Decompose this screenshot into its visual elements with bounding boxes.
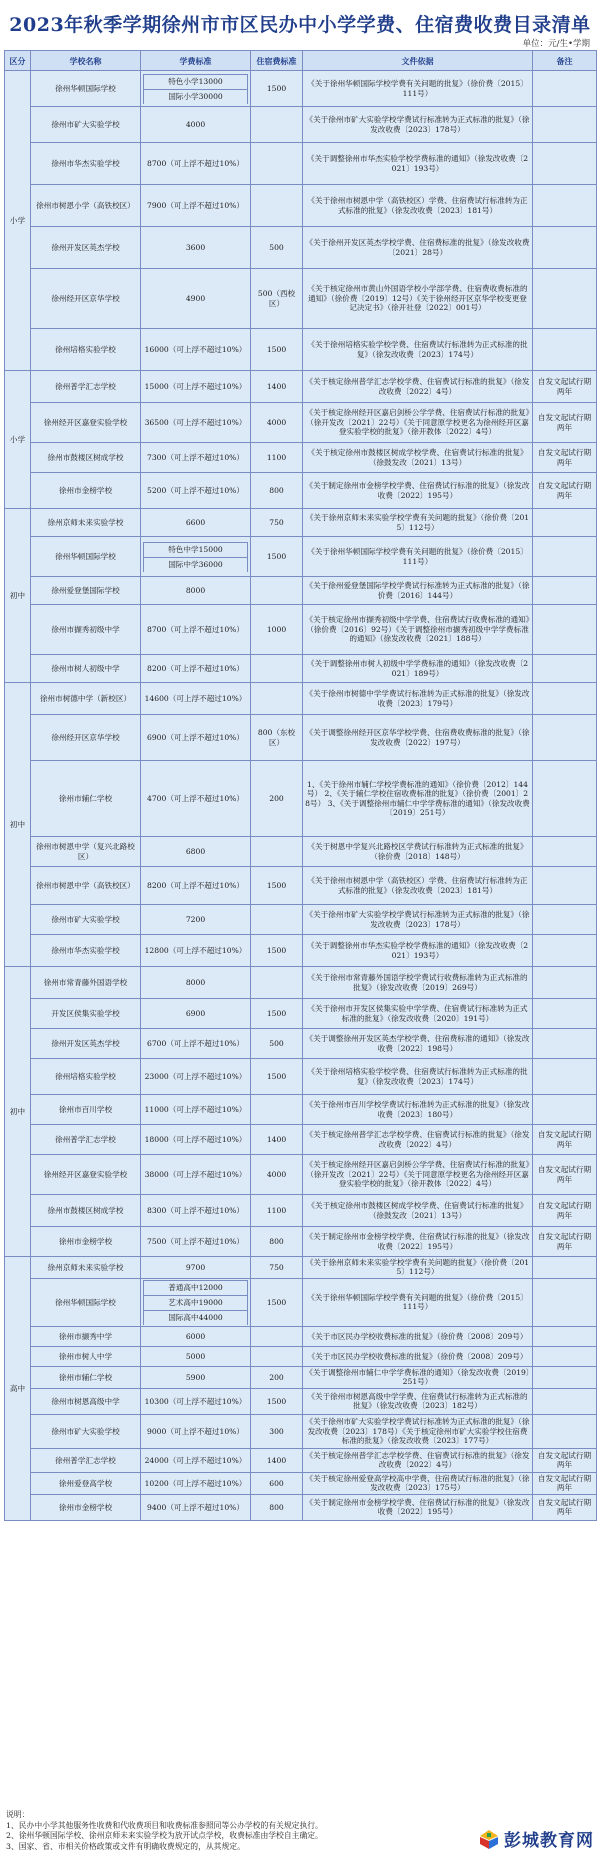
school-name-cell: 徐州市金榜学校 [31, 473, 141, 509]
basis-cell: 《关于核定徐州经开区嘉启剑桥公学学费、住宿费试行标准的批复》（徐开发改〔2021〕22号）《关于同意原学校更名为徐州经开区嘉登实验学校的批复》（徐开教体〔2022〕4号） [303, 403, 533, 443]
school-name-cell: 徐州经开区嘉登实验学校 [31, 1155, 141, 1195]
dorm-fee-cell: 800 [251, 1227, 303, 1257]
dorm-fee-cell: 1000 [251, 605, 303, 655]
dorm-fee-cell: 1500 [251, 1278, 303, 1326]
tuition-cell: 5000 [141, 1346, 251, 1366]
tuition-cell: 4000 [141, 107, 251, 143]
basis-cell: 《关于徐州市树恩高级中学学费、住宿费试行标准转为正式标准的批复》（徐发改收费〔2023〕182号） [303, 1388, 533, 1414]
tuition-cell: 6900（可上浮不超过10%） [141, 715, 251, 761]
note-item: 1、民办中小学其他服务性收费和代收费项目和收费标准参照同等公办学校的有关规定执行。 [6, 1820, 323, 1830]
school-name-cell: 徐州经开区京华学校 [31, 715, 141, 761]
note-cell [533, 761, 597, 837]
dorm-fee-cell: 300 [251, 1414, 303, 1448]
tuition-subrow [144, 542, 248, 557]
category-cell: 高中 [5, 1257, 31, 1521]
dorm-fee-cell [251, 143, 303, 185]
dorm-fee-cell: 1400 [251, 371, 303, 403]
category-cell: 初中 [5, 509, 31, 683]
note-cell [533, 71, 597, 107]
school-name-cell: 徐州开发区英杰学校 [31, 227, 141, 269]
brand-logo [478, 1826, 594, 1851]
school-name-cell: 徐州华顿国际学校 [31, 537, 141, 577]
basis-cell: 《关于核定徐州市鼓楼区树成学校学费、住宿费试行标准的批复》（徐鼓发改〔2021〕13号） [303, 443, 533, 473]
table-row [5, 537, 597, 577]
table-row [5, 107, 597, 143]
dorm-fee-cell [251, 655, 303, 683]
tuition-subrow [144, 1295, 248, 1310]
column-header-note: 备注 [533, 51, 597, 71]
basis-cell: 《关于徐州市树恩中学（高铁校区）学费、住宿费试行标准转为正式标准的批复》（徐发改收费〔2023〕181号） [303, 185, 533, 227]
tuition-cell: 4900 [141, 269, 251, 329]
tuition-cell [141, 537, 251, 577]
school-name-cell: 徐州经开区嘉登实验学校 [31, 403, 141, 443]
column-header-tuition: 学费标准 [141, 51, 251, 71]
tuition-cell: 11000（可上浮不超过10%） [141, 1095, 251, 1125]
tuition-cell: 5200（可上浮不超过10%） [141, 473, 251, 509]
table-row [5, 1366, 597, 1388]
dorm-fee-cell: 1500 [251, 1059, 303, 1095]
table-row [5, 71, 597, 107]
dorm-fee-cell: 200 [251, 761, 303, 837]
basis-cell: 《关于徐州市百川学校学费试行标准转为正式标准的批复》（徐发改收费〔2023〕180号） [303, 1095, 533, 1125]
school-name-cell: 徐州市树人初级中学 [31, 655, 141, 683]
tuition-subrow [144, 89, 248, 104]
tuition-cell: 9000（可上浮不超过10%） [141, 1414, 251, 1448]
basis-cell: 《关于徐州市树德中学学费试行标准转为正式标准的批复》（徐发改收费〔2023〕179号） [303, 683, 533, 715]
school-name-cell: 徐州市撷秀初级中学 [31, 605, 141, 655]
note-cell [533, 269, 597, 329]
table-body [5, 71, 597, 1521]
dorm-fee-cell [251, 683, 303, 715]
basis-cell: 《关于徐州华顿国际学校学费有关问题的批复》（徐价费〔2015〕111号） [303, 537, 533, 577]
table-row [5, 1155, 597, 1195]
category-cell: 初中 [5, 967, 31, 1257]
note-cell [533, 1414, 597, 1448]
note-cell: 自发文起试行期两年 [533, 1125, 597, 1155]
table-row [5, 683, 597, 715]
note-cell [533, 655, 597, 683]
dorm-fee-cell: 750 [251, 509, 303, 537]
dorm-fee-cell: 1500 [251, 329, 303, 371]
tuition-cell [141, 1278, 251, 1326]
category-cell: 小学 [5, 371, 31, 509]
note-item: 2、徐州华顿国际学校、徐州京师未来实验学校为放开试点学校，收费标准由学校自主确定。 [6, 1831, 323, 1841]
school-name-cell: 徐州华顿国际学校 [31, 1278, 141, 1326]
dorm-fee-cell: 1500 [251, 1388, 303, 1414]
note-cell [533, 1278, 597, 1326]
school-name-cell: 徐州市鼓楼区树成学校 [31, 1195, 141, 1227]
table-row [5, 227, 597, 269]
tuition-option: 特色小学13000 [144, 74, 248, 89]
dorm-fee-cell: 1400 [251, 1448, 303, 1472]
school-name-cell: 徐州市矿大实验学校 [31, 905, 141, 935]
tuition-cell: 38000（可上浮不超过10%） [141, 1155, 251, 1195]
school-name-cell: 开发区侯集实验学校 [31, 999, 141, 1029]
dorm-fee-cell: 600 [251, 1472, 303, 1494]
table-row [5, 403, 597, 443]
basis-cell: 《关于徐州市开发区侯集实验中学学费、住宿费试行标准转为正式标准的批复》（徐发改收费〔2020〕191号） [303, 999, 533, 1029]
tuition-cell: 10300（可上浮不超过10%） [141, 1388, 251, 1414]
dorm-fee-cell: 1500 [251, 867, 303, 905]
basis-cell: 《关于徐州华顿国际学校学费有关问题的批复》（徐价费〔2015〕111号） [303, 1278, 533, 1326]
note-cell [533, 1059, 597, 1095]
table-row [5, 1448, 597, 1472]
school-name-cell: 徐州开发区英杰学校 [31, 1029, 141, 1059]
tuition-subrow [144, 1280, 248, 1295]
basis-cell: 《关于调整徐州经开区京华学校学费、住宿费收费标准的批复》（徐发改收费〔2022〕197号） [303, 715, 533, 761]
school-name-cell: 徐州市树人中学 [31, 1346, 141, 1366]
category-cell: 初中 [5, 683, 31, 967]
school-name-cell: 徐州市华杰实验学校 [31, 143, 141, 185]
basis-cell: 《关于调整徐州市华杰实验学校学费标准的通知》（徐发改收费〔2021〕193号） [303, 935, 533, 967]
basis-cell: 《关于调整徐州市华杰实验学校学费标准的通知》（徐发改收费〔2021〕193号） [303, 143, 533, 185]
tuition-option: 国际中学36000 [144, 557, 248, 572]
school-name-cell: 徐州市辅仁学校 [31, 761, 141, 837]
school-name-cell: 徐州培格实验学校 [31, 1059, 141, 1095]
note-cell [533, 577, 597, 605]
table-row [5, 967, 597, 999]
note-cell: 自发文起试行期两年 [533, 443, 597, 473]
school-name-cell: 徐州经开区京华学校 [31, 269, 141, 329]
basis-cell: 《关于徐州京师未来实验学校学费有关问题的批复》（徐价费〔2015〕112号） [303, 509, 533, 537]
tuition-cell: 6900 [141, 999, 251, 1029]
tuition-cell: 10200（可上浮不超过10%） [141, 1472, 251, 1494]
dorm-fee-cell [251, 107, 303, 143]
dorm-fee-cell: 1500 [251, 71, 303, 107]
note-cell [533, 143, 597, 185]
table-row [5, 577, 597, 605]
tuition-cell: 6600 [141, 509, 251, 537]
basis-cell: 《关于徐州开发区英杰学校学费、住宿费标准的批复》（徐发改收费〔2021〕28号） [303, 227, 533, 269]
school-name-cell: 徐州培格实验学校 [31, 329, 141, 371]
dorm-fee-cell: 500 [251, 1029, 303, 1059]
basis-cell: 《关于徐州市矿大实验学校学费试行标准转为正式标准的批复》（徐发改收费〔2023〕178号） [303, 107, 533, 143]
tuition-cell: 12800（可上浮不超过10%） [141, 935, 251, 967]
note-cell [533, 509, 597, 537]
school-name-cell: 徐州市撷秀中学 [31, 1326, 141, 1346]
note-cell [533, 1326, 597, 1346]
basis-cell: 《关于核定徐州普学汇志学校学费、住宿费试行标准的批复》（徐发改收费〔2022〕4号） [303, 371, 533, 403]
note-cell: 自发文起试行期两年 [533, 1472, 597, 1494]
dorm-fee-cell: 750 [251, 1257, 303, 1279]
tuition-subrow [144, 74, 248, 89]
dorm-fee-cell: 1500 [251, 935, 303, 967]
basis-cell: 《关于市区民办学校收费标准的批复》（徐价费〔2008〕209号） [303, 1346, 533, 1366]
basis-cell: 《关于徐州市常青藤外国语学校学费试行收费标准转为正式标准的批复》（徐发改收费〔2019〕269号） [303, 967, 533, 999]
school-name-cell: 徐州市百川学校 [31, 1095, 141, 1125]
dorm-fee-cell: 500 [251, 227, 303, 269]
note-cell: 自发文起试行期两年 [533, 1448, 597, 1472]
note-cell [533, 905, 597, 935]
note-cell [533, 683, 597, 715]
table-row [5, 867, 597, 905]
school-name-cell: 徐州市树恩中学（复兴北路校区） [31, 837, 141, 867]
table-row [5, 761, 597, 837]
basis-cell: 《关于市区民办学校收费标准的批复》（徐价费〔2008〕209号） [303, 1326, 533, 1346]
table-row [5, 329, 597, 371]
note-cell: 自发文起试行期两年 [533, 473, 597, 509]
dorm-fee-cell [251, 185, 303, 227]
tuition-cell: 15000（可上浮不超过10%） [141, 371, 251, 403]
basis-cell: 《关于制定徐州市金榜学校学费、住宿费试行标准的批复》（徐发改收费〔2022〕195号） [303, 1227, 533, 1257]
book-icon [478, 1828, 500, 1850]
table-row [5, 1257, 597, 1279]
note-cell [533, 837, 597, 867]
notes-section [6, 1810, 466, 1852]
tuition-option: 特色中学15000 [144, 542, 248, 557]
school-name-cell: 徐州市树恩中学（高铁校区） [31, 867, 141, 905]
category-cell: 小学 [5, 71, 31, 371]
fee-table [4, 50, 597, 1521]
basis-cell: 《关于调整徐州开发区英杰学校学费、住宿费标准的通知》（徐发改收费〔2022〕198号） [303, 1029, 533, 1059]
school-name-cell: 徐州市常青藤外国语学校 [31, 967, 141, 999]
tuition-cell: 8700（可上浮不超过10%） [141, 143, 251, 185]
tuition-cell: 5900 [141, 1366, 251, 1388]
notes-label: 说明： [6, 1810, 30, 1819]
note-cell [533, 999, 597, 1029]
tuition-cell: 7200 [141, 905, 251, 935]
tuition-cell [141, 71, 251, 107]
school-name-cell: 徐州市树恩高级中学 [31, 1388, 141, 1414]
note-cell [533, 1346, 597, 1366]
table-row [5, 185, 597, 227]
school-name-cell: 徐州市矿大实验学校 [31, 1414, 141, 1448]
school-name-cell: 徐州京师未来实验学校 [31, 509, 141, 537]
school-name-cell: 徐州普学汇志学校 [31, 1448, 141, 1472]
tuition-cell: 7300（可上浮不超过10%） [141, 443, 251, 473]
note-cell [533, 185, 597, 227]
tuition-option: 艺术高中19000 [144, 1295, 248, 1310]
tuition-cell: 18000（可上浮不超过10%） [141, 1125, 251, 1155]
school-name-cell: 徐州普学汇志学校 [31, 371, 141, 403]
tuition-cell: 36500（可上浮不超过10%） [141, 403, 251, 443]
basis-cell: 《关于核定徐州市黄山外国语学校小学部学费、住宿费收费标准的通知》（徐价费〔2019〕12号）《关于徐州经开区京华学校变更登记决定书》（徐开社登〔2022〕001号） [303, 269, 533, 329]
column-header-basis: 文件依据 [303, 51, 533, 71]
dorm-fee-cell [251, 967, 303, 999]
basis-cell: 《关于核定徐州市撷秀初级中学学费、住宿费试行收费标准的通知》（徐价费〔2016〕92号）《关于调整徐州市撷秀初级中学学费标准的通知》（徐发改收费〔2021〕188号） [303, 605, 533, 655]
school-name-cell: 徐州市金榜学校 [31, 1494, 141, 1520]
basis-cell: 《关于核定徐州普学汇志学校学费、住宿费试行标准的批复》（徐发改收费〔2022〕4号） [303, 1125, 533, 1155]
basis-cell: 《关于核定徐州普学汇志学校学费、住宿费试行标准的批复》（徐发改收费〔2022〕4号） [303, 1448, 533, 1472]
table-row [5, 1227, 597, 1257]
tuition-cell: 7900（可上浮不超过10%） [141, 185, 251, 227]
table-row [5, 1494, 597, 1520]
basis-cell: 《关于徐州培格实验学校学费、住宿费试行标准转为正式标准的批复》（徐发改收费〔2023〕174号） [303, 329, 533, 371]
tuition-option: 普通高中12000 [144, 1280, 248, 1295]
tuition-cell: 6000 [141, 1326, 251, 1346]
basis-cell: 《关于调整徐州市辅仁中学学费标准的通知》（徐发改收费〔2019〕251号） [303, 1366, 533, 1388]
table-row [5, 935, 597, 967]
note-cell [533, 605, 597, 655]
tuition-cell: 23000（可上浮不超过10%） [141, 1059, 251, 1095]
school-name-cell: 徐州市矿大实验学校 [31, 107, 141, 143]
note-cell: 自发文起试行期两年 [533, 1227, 597, 1257]
dorm-fee-cell [251, 1346, 303, 1366]
note-cell: 自发文起试行期两年 [533, 1195, 597, 1227]
table-row [5, 1326, 597, 1346]
column-header-category: 区分 [5, 51, 31, 71]
tuition-subrow [144, 557, 248, 572]
basis-cell: 《关于徐州京师未来实验学校学费有关问题的批复》（徐价费〔2015〕112号） [303, 1257, 533, 1279]
school-name-cell: 徐州普学汇志学校 [31, 1125, 141, 1155]
table-row [5, 837, 597, 867]
dorm-fee-cell: 4000 [251, 1155, 303, 1195]
basis-cell: 《关于制定徐州市金榜学校学费、住宿费试行标准的批复》（徐发改收费〔2022〕195号） [303, 1494, 533, 1520]
tuition-cell: 9700 [141, 1257, 251, 1279]
school-name-cell: 徐州市树德中学（新校区） [31, 683, 141, 715]
unit-label: 单位：元/生•学期 [522, 39, 590, 49]
table-row [5, 509, 597, 537]
note-cell [533, 1095, 597, 1125]
table-row [5, 1029, 597, 1059]
note-cell [533, 867, 597, 905]
tuition-subtable [143, 1280, 248, 1325]
dorm-fee-cell: 1100 [251, 443, 303, 473]
basis-cell: 《关于徐州培格实验学校学费、住宿费试行标准转为正式标准的批复》（徐发改收费〔2023〕174号） [303, 1059, 533, 1095]
table-row [5, 999, 597, 1029]
table-row [5, 1095, 597, 1125]
school-name-cell: 徐州市树恩小学（高铁校区） [31, 185, 141, 227]
school-name-cell: 徐州市辅仁学校 [31, 1366, 141, 1388]
tuition-cell: 4700（可上浮不超过10%） [141, 761, 251, 837]
column-header-school: 学校名称 [31, 51, 141, 71]
table-row [5, 443, 597, 473]
note-item: 3、国家、省、市相关价格政策或文件有明确收费规定的，从其规定。 [6, 1841, 245, 1851]
dorm-fee-cell: 800 [251, 1494, 303, 1520]
tuition-subtable [143, 74, 248, 104]
note-cell [533, 935, 597, 967]
note-cell [533, 107, 597, 143]
note-cell [533, 1257, 597, 1279]
note-cell: 自发文起试行期两年 [533, 403, 597, 443]
basis-cell: 《关于制定徐州市金榜学校学费、住宿费试行标准的批复》（徐发改收费〔2022〕195号） [303, 473, 533, 509]
table-row [5, 1346, 597, 1366]
school-name-cell: 徐州市华杰实验学校 [31, 935, 141, 967]
basis-cell: 《关于徐州市矿大实验学校学费试行标准转为正式标准的批复》（徐发改收费〔2023〕178号） [303, 905, 533, 935]
table-row [5, 1388, 597, 1414]
dorm-fee-cell [251, 905, 303, 935]
basis-cell: 《关于调整徐州市树人初级中学学费标准的通知》（徐发改收费〔2021〕189号） [303, 655, 533, 683]
tuition-cell: 7500（可上浮不超过10%） [141, 1227, 251, 1257]
tuition-cell: 8000 [141, 577, 251, 605]
tuition-cell: 9400（可上浮不超过10%） [141, 1494, 251, 1520]
table-row [5, 1195, 597, 1227]
school-name-cell: 徐州华顿国际学校 [31, 71, 141, 107]
tuition-cell: 8200（可上浮不超过10%） [141, 867, 251, 905]
tuition-cell: 8200（可上浮不超过10%） [141, 655, 251, 683]
basis-cell: 《关于核定徐州经开区嘉启剑桥公学学费、住宿费试行标准的批复》（徐开发改〔2021〕22号）《关于同意原学校更名为徐州经开区嘉登实验学校的批复》（徐开教体〔2022〕4号） [303, 1155, 533, 1195]
table-row [5, 269, 597, 329]
dorm-fee-cell: 1500 [251, 537, 303, 577]
tuition-cell: 8300（可上浮不超过10%） [141, 1195, 251, 1227]
tuition-cell: 16000（可上浮不超过10%） [141, 329, 251, 371]
dorm-fee-cell [251, 577, 303, 605]
school-name-cell: 徐州京师未来实验学校 [31, 1257, 141, 1279]
tuition-option: 国际小学30000 [144, 89, 248, 104]
table-row [5, 143, 597, 185]
basis-cell: 《关于徐州市树恩中学（高铁校区）学费、住宿费试行标准转为正式标准的批复》（徐发改收费〔2023〕181号） [303, 867, 533, 905]
dorm-fee-cell [251, 837, 303, 867]
dorm-fee-cell: 800 [251, 473, 303, 509]
column-header-dorm: 住宿费标准 [251, 51, 303, 71]
tuition-subrow [144, 1310, 248, 1325]
table-row [5, 905, 597, 935]
basis-cell: 《关于徐州市矿大实验学校学费试行标准转为正式标准的批复》（徐发改收费〔2023〕178号）《关于核定徐州市矿大实验学校住宿费标准的批复》（徐发改收费〔2023〕177号） [303, 1414, 533, 1448]
school-name-cell: 徐州市金榜学校 [31, 1227, 141, 1257]
dorm-fee-cell: 1400 [251, 1125, 303, 1155]
basis-cell: 《关于徐州爱登堡国际学校学费试行标准转为正式标准的批复》（徐价费〔2016〕144号） [303, 577, 533, 605]
school-name-cell: 徐州爱登高学校 [31, 1472, 141, 1494]
note-cell [533, 1388, 597, 1414]
note-cell [533, 715, 597, 761]
dorm-fee-cell: 200 [251, 1366, 303, 1388]
note-cell: 自发文起试行期两年 [533, 1494, 597, 1520]
dorm-fee-cell [251, 1326, 303, 1346]
table-header-row [5, 51, 597, 71]
dorm-fee-cell: 800（东校区） [251, 715, 303, 761]
dorm-fee-cell: 4000 [251, 403, 303, 443]
note-cell: 自发文起试行期两年 [533, 1155, 597, 1195]
tuition-option: 国际高中44000 [144, 1310, 248, 1325]
note-cell [533, 329, 597, 371]
basis-cell: 《关于核定徐州市鼓楼区树成学校学费、住宿费试行标准的批复》（徐鼓发改〔2021〕13号） [303, 1195, 533, 1227]
basis-cell: 《关于核定徐州爱登高学校高中学费、住宿费试行标准的批复》（徐发改收费〔2023〕175号） [303, 1472, 533, 1494]
table-row [5, 371, 597, 403]
basis-cell: 《关于徐州华顿国际学校学费有关问题的批复》（徐价费〔2015〕111号） [303, 71, 533, 107]
brand-text: 彭城教育网 [504, 1831, 594, 1851]
basis-cell: 1、《关于徐州市辅仁学校学费标准的通知》（徐价费〔2012〕144号） 2、《关于辅仁学校住宿收费标准的批复》（徐价费〔2001〕28号） 3、《关于调整徐州市辅仁中学学费标准的通知》（徐发改收费〔2019〕251号） [303, 761, 533, 837]
tuition-subtable [143, 542, 248, 572]
dorm-fee-cell [251, 1095, 303, 1125]
tuition-cell: 14600（可上浮不超过10%） [141, 683, 251, 715]
table-row [5, 715, 597, 761]
table-row [5, 655, 597, 683]
table-row [5, 1472, 597, 1494]
table-row [5, 605, 597, 655]
table-row [5, 1059, 597, 1095]
dorm-fee-cell: 500（西校区） [251, 269, 303, 329]
tuition-cell: 3600 [141, 227, 251, 269]
school-name-cell: 徐州爱登堡国际学校 [31, 577, 141, 605]
table-row [5, 473, 597, 509]
table-row [5, 1278, 597, 1326]
tuition-cell: 6700（可上浮不超过10%） [141, 1029, 251, 1059]
basis-cell: 《关于树恩中学复兴北路校区学费试行标准转为正式标准的批复》（徐价费〔2018〕148号） [303, 837, 533, 867]
dorm-fee-cell: 1100 [251, 1195, 303, 1227]
tuition-cell: 8000 [141, 967, 251, 999]
note-cell [533, 967, 597, 999]
table-row [5, 1414, 597, 1448]
tuition-cell: 6800 [141, 837, 251, 867]
note-cell [533, 1029, 597, 1059]
tuition-cell: 8700（可上浮不超过10%） [141, 605, 251, 655]
note-cell [533, 1366, 597, 1388]
note-cell: 自发文起试行期两年 [533, 371, 597, 403]
note-cell [533, 227, 597, 269]
note-cell [533, 537, 597, 577]
table-row [5, 1125, 597, 1155]
school-name-cell: 徐州市鼓楼区树成学校 [31, 443, 141, 473]
dorm-fee-cell: 1500 [251, 999, 303, 1029]
page-title: 2023年秋季学期徐州市市区民办中小学学费、住宿费收费目录清单 [9, 14, 591, 36]
tuition-cell: 24000（可上浮不超过10%） [141, 1448, 251, 1472]
